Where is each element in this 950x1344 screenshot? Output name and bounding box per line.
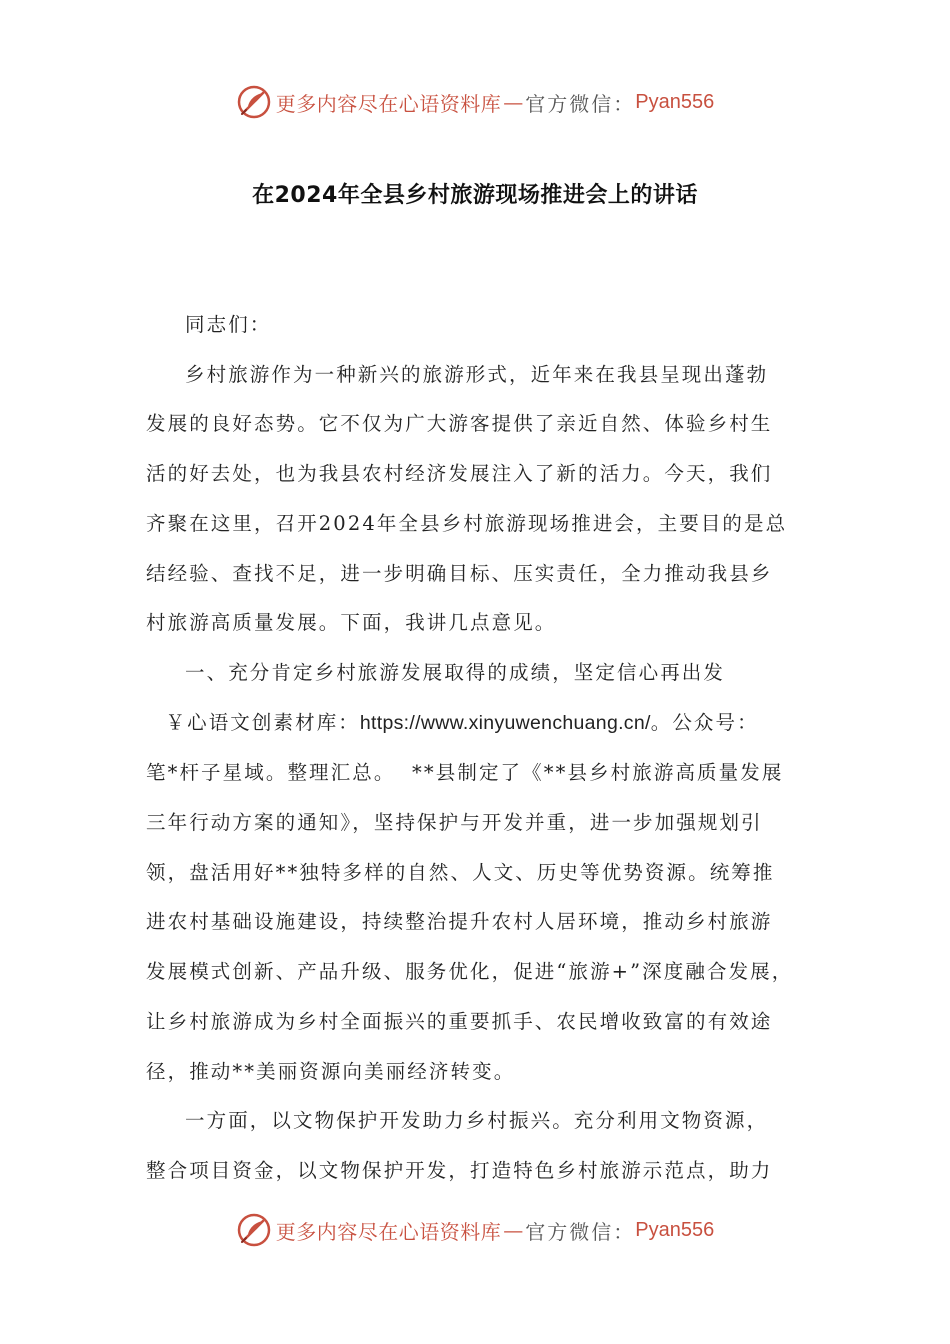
banner-dash: —: [503, 90, 524, 114]
text-line: 进农村基础设施建设，持续整治提升农村人居环境，推动乡村旅游: [146, 910, 773, 934]
paragraph-achievements: [146, 748, 806, 1096]
text-line: 整合项目资金，以文物保护开发，打造特色乡村旅游示范点，助力: [146, 1158, 773, 1182]
greeting: 同志们：: [185, 313, 272, 336]
section-heading-1: 一、充分肯定乡村旅游发展取得的成绩，坚定信心再出发: [185, 660, 726, 684]
text-line: 笔*杆子星域。整理汇总。 **县制定了《**县乡村旅游高质量发展: [146, 761, 784, 785]
source-url-link[interactable]: https://www.xinyuwenchuang.cn/: [359, 711, 651, 734]
text-line: 三年行动方案的通知》，坚持保护与开发并重，进一步加强规划引: [146, 811, 763, 835]
text-line: 发展的良好态势。它不仅为广大游客提供了亲近自然、体验乡村生: [146, 412, 773, 436]
paragraph-cultural-relics: [146, 1096, 806, 1195]
source-prefix: ￥心语文创素材库：: [165, 710, 360, 734]
text-line: 领，盘活用好**独特多样的自然、人文、历史等优势资源。统筹推: [146, 860, 775, 884]
text-line: 齐聚在这里，召开2024年全县乡村旅游现场推进会，主要目的是总: [146, 511, 788, 535]
footer-banner[interactable]: [0, 1210, 950, 1250]
text-line: 一方面，以文物保护开发助力乡村振兴。充分利用文物资源，: [185, 1109, 769, 1133]
document-title: 在2024年全县乡村旅游现场推进会上的讲话: [252, 183, 698, 208]
banner-wechat-label: 官方微信：: [525, 1219, 636, 1244]
banner-text: 更多内容尽在心语资料库: [275, 91, 502, 116]
text-line: 让乡村旅游成为乡村全面振兴的重要抓手、农民增收致富的有效途: [146, 1009, 773, 1033]
banner-wechat-label: 官方微信：: [525, 91, 636, 116]
document-body: [146, 300, 806, 1196]
text-line: 发展模式创新、产品升级、服务优化，促进“旅游+”深度融合发展，: [146, 960, 794, 984]
banner-wechat-id: Pyan556: [635, 1218, 715, 1241]
quill-logo-icon: [236, 84, 272, 120]
text-line: 村旅游高质量发展。下面，我讲几点意见。: [146, 611, 557, 635]
text-line: 结经验、查找不足，进一步明确目标、压实责任，全力推动我县乡: [146, 561, 773, 585]
paragraph-intro: [146, 350, 806, 648]
banner-dash: —: [503, 1218, 524, 1242]
source-suffix: 。公众号：: [650, 710, 759, 734]
text-line: 乡村旅游作为一种新兴的旅游形式，近年来在我县呈现出蓬勃: [185, 362, 769, 386]
source-line: [146, 698, 806, 749]
quill-logo-icon: [236, 1212, 272, 1248]
text-line: 径，推动**美丽资源向美丽经济转变。: [146, 1059, 516, 1083]
text-line: 活的好去处，也为我县农村经济发展注入了新的活力。今天，我们: [146, 462, 773, 486]
header-banner[interactable]: [0, 82, 950, 122]
banner-text: 更多内容尽在心语资料库: [275, 1219, 502, 1244]
banner-wechat-id: Pyan556: [635, 90, 715, 113]
